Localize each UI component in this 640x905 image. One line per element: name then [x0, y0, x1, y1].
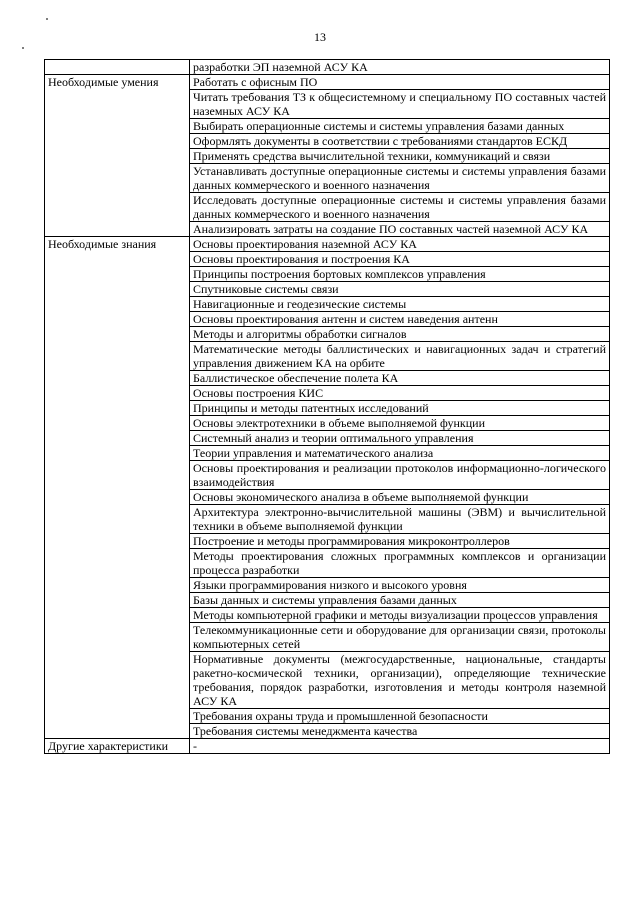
row-item: Исследовать доступные операционные системы и системы управления базами данных коммерческого и военного назначения — [190, 193, 610, 222]
competency-table-body — [45, 60, 610, 754]
row-label — [45, 60, 190, 75]
row-item: Основы проектирования наземной АСУ КА — [190, 237, 610, 252]
row-item: Выбирать операционные системы и системы управления базами данных — [190, 119, 610, 134]
row-item: Работать с офисным ПО — [190, 75, 610, 90]
row-item: Языки программирования низкого и высокого уровня — [190, 578, 610, 593]
page-number: 13 — [314, 30, 326, 44]
row-item: Навигационные и геодезические системы — [190, 297, 610, 312]
table-row — [45, 739, 610, 754]
row-item: - — [190, 739, 610, 754]
row-item: разработки ЭП наземной АСУ КА — [190, 60, 610, 75]
scan-speck — [22, 47, 24, 49]
competency-table — [44, 59, 610, 754]
row-item: Требования охраны труда и промышленной безопасности — [190, 709, 610, 724]
row-item: Основы проектирования антенн и систем наведения антенн — [190, 312, 610, 327]
row-item: Требования системы менеджмента качества — [190, 724, 610, 739]
row-item: Нормативные документы (межгосударственные, национальные, стандарты ракетно-космической техники, организации), определяющие технические требования, порядок разработки, изготовления и методы контроля наземной АСУ КА — [190, 652, 610, 709]
row-item: Методы и алгоритмы обработки сигналов — [190, 327, 610, 342]
row-item: Телекоммуникационные сети и оборудование для организации связи, протоколы компьютерных сетей — [190, 623, 610, 652]
row-item: Анализировать затраты на создание ПО составных частей наземной АСУ КА — [190, 222, 610, 237]
row-item: Принципы построения бортовых комплексов управления — [190, 267, 610, 282]
table-row — [45, 60, 610, 75]
row-label: Необходимые знания — [45, 237, 190, 739]
row-item: Методы компьютерной графики и методы визуализации процессов управления — [190, 608, 610, 623]
row-item: Применять средства вычислительной техники, коммуникаций и связи — [190, 149, 610, 164]
row-item: Системный анализ и теории оптимального управления — [190, 431, 610, 446]
row-item: Построение и методы программирования микроконтроллеров — [190, 534, 610, 549]
row-item: Математические методы баллистических и навигационных задач и стратегий управления движением КА на орбите — [190, 342, 610, 371]
row-item: Устанавливать доступные операционные системы и системы управления базами данных коммерческого и военного назначения — [190, 164, 610, 193]
row-item: Принципы и методы патентных исследований — [190, 401, 610, 416]
row-item: Основы проектирования и построения КА — [190, 252, 610, 267]
table-row — [45, 75, 610, 90]
scan-speck — [46, 18, 48, 20]
row-label: Другие характеристики — [45, 739, 190, 754]
row-label: Необходимые умения — [45, 75, 190, 237]
row-item: Теории управления и математического анализа — [190, 446, 610, 461]
row-item: Архитектура электронно-вычислительной машины (ЭВМ) и вычислительной техники в объеме выполняемой функции — [190, 505, 610, 534]
row-item: Читать требования ТЗ к общесистемному и специальному ПО составных частей наземных АСУ КА — [190, 90, 610, 119]
row-item: Основы проектирования и реализации протоколов информационно-логического взаимодействия — [190, 461, 610, 490]
row-item: Базы данных и системы управления базами данных — [190, 593, 610, 608]
row-item: Основы построения КИС — [190, 386, 610, 401]
row-item: Основы экономического анализа в объеме выполняемой функции — [190, 490, 610, 505]
row-item: Оформлять документы в соответствии с требованиями стандартов ЕСКД — [190, 134, 610, 149]
row-item: Баллистическое обеспечение полета КА — [190, 371, 610, 386]
table-row — [45, 237, 610, 252]
row-item: Основы электротехники в объеме выполняемой функции — [190, 416, 610, 431]
row-item: Методы проектирования сложных программных комплексов и организации процесса разработки — [190, 549, 610, 578]
row-item: Спутниковые системы связи — [190, 282, 610, 297]
